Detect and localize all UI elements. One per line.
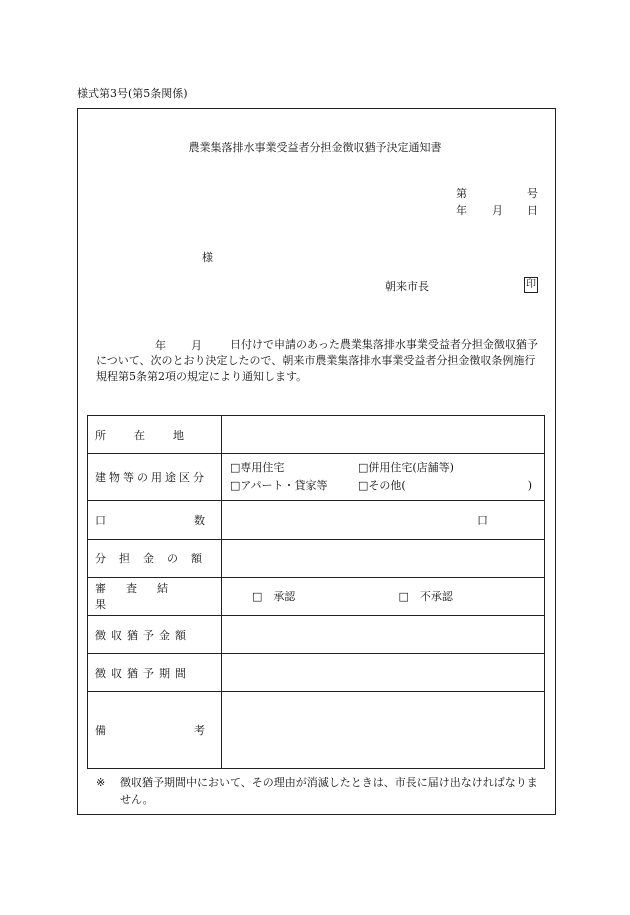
deferred-amount-value[interactable] [222, 616, 545, 654]
usage-option-other-close: ) [527, 479, 532, 493]
review-label-text: 審査結果 [95, 582, 188, 612]
date-day: 日 [527, 204, 538, 217]
seal-mark [524, 277, 538, 293]
remarks-label-wrap [95, 722, 293, 738]
row-deferred-period [88, 654, 545, 692]
seal-text: 印 [524, 277, 538, 293]
review-option-approved[interactable]: □ 承認 [252, 590, 296, 604]
amount-value[interactable] [222, 539, 545, 577]
units-label-text: 口数 [95, 514, 293, 528]
location-label-text [95, 427, 215, 443]
document-title [0, 139, 630, 155]
deferred-period-label-text: 徴収猶予期間 [95, 666, 191, 680]
usage-options-row-2 [230, 477, 544, 495]
row-deferred-amount [88, 616, 545, 654]
issuer-name: 朝来市長 [385, 280, 429, 293]
units-suffix: 口 [477, 514, 488, 528]
row-review [88, 577, 545, 615]
usage-option-combined[interactable]: □併用住宅(店舗等) [358, 461, 454, 475]
usage-options [222, 454, 545, 501]
remarks-label-text: 備考 [95, 724, 293, 738]
doc-number-prefix: 第 [456, 187, 467, 200]
row-location [88, 416, 545, 454]
deferred-amount-label-text: 徴収猶予金額 [95, 628, 191, 642]
footnote [96, 774, 540, 808]
body-paragraph: 日付けで申請のあった農業集落排水事業受益者分担金徴収猶予について、次のとおり決定したので、朝来市農業集落排水事業受益者分担金徴収条例施行規程第5条第2項の規定により通知します。 [96, 338, 538, 383]
row-amount [88, 539, 545, 577]
location-label [88, 416, 222, 454]
amount-label-text: 分担金の額 [95, 552, 215, 566]
amount-label [88, 539, 222, 577]
units-label [88, 501, 293, 539]
form-number: 様式第3号(第5条関係) [77, 87, 188, 100]
addressee-suffix: 様 [202, 251, 213, 264]
review-option-rejected[interactable]: □ 不承認 [398, 590, 453, 604]
usage-label [88, 454, 222, 501]
document-title-text: 農業集落排水事業受益者分担金徴収猶予決定通知書 [188, 141, 442, 154]
date-month: 月 [492, 204, 503, 217]
footnote-text: 徴収猶予期間中において、その理由が消滅したときは、市長に届け出なければなりません。 [120, 776, 538, 806]
details-table [87, 415, 545, 769]
row-remarks [88, 692, 545, 769]
remarks-label [88, 692, 293, 769]
review-options [222, 577, 545, 615]
body-month: 月 [191, 339, 202, 352]
doc-number-suffix: 号 [527, 187, 538, 200]
usage-label-text: 建物等の用途区分 [95, 471, 207, 485]
deferred-period-value[interactable] [222, 654, 545, 692]
usage-option-dedicated[interactable]: □専用住宅 [230, 461, 285, 475]
usage-options-row-1 [230, 459, 544, 477]
usage-option-other[interactable]: □その他( [358, 479, 406, 493]
location-label-chars: 所在地 [95, 428, 212, 442]
deferred-amount-label [88, 616, 222, 654]
units-label-wrap [95, 512, 293, 528]
review-label [88, 577, 222, 615]
usage-option-apartment[interactable]: □アパート・貸家等 [230, 479, 328, 493]
row-usage [88, 454, 545, 501]
deferred-period-label [88, 654, 222, 692]
footnote-mark: ※ [96, 776, 106, 789]
date-year: 年 [456, 204, 467, 217]
row-units [88, 501, 545, 539]
body-year: 年 [155, 339, 166, 352]
location-value[interactable] [222, 416, 545, 454]
